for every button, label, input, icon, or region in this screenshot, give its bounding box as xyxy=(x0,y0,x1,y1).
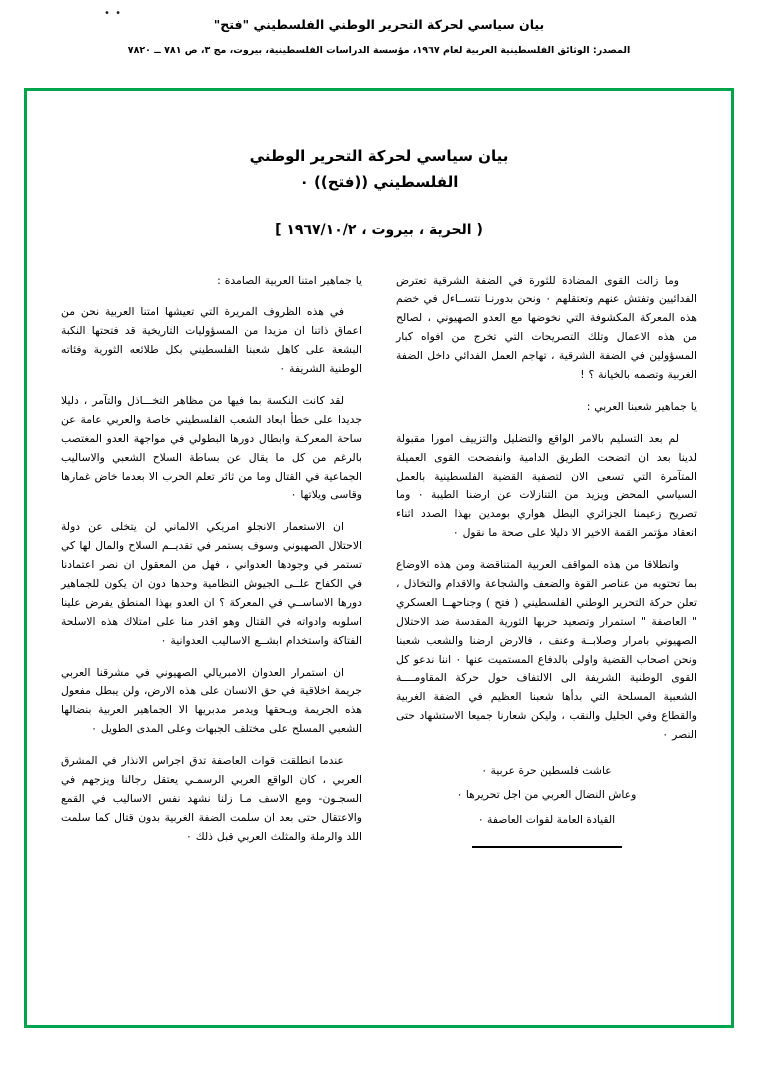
paragraph: وانطلاقا من هذه المواقف العربية المتناقضة ومن هذه الاوضاع بما تحتويه من عناصر القوة والضعف والشجاعة والاقدام والتخاذل ، تعلن حركة التحرير الوطني الفلسطيني ( فتح ) وجناحهــا العسكري " العاصفة " استمرار وتصعيد حربها الثورية المقدسة ضد الاحتلال الصهيوني بامرار وصلابــة وعنف ، فالارض ارضنا والشعب شعبنا ونحن اصحاب القضية واولى بالدفاع المستميت عنها ٠ اننا ندعو كل القوى الوطنية الشريفة الى الالتفاف حول حركة المقاومــــة الشعبية المسلحة التي بدأها شعبنا العظيم في الضفة الغربية والقطاع وفي الجليل والنقب ، وليكن شعارنا جميعا الاستشهاد حتى النصر ٠ xyxy=(396,558,697,742)
page-title: بيان سياسي لحركة التحرير الوطني الفلسطيني "فتح" xyxy=(213,17,545,32)
column-right xyxy=(61,272,362,860)
column-left xyxy=(396,272,697,860)
closing-line: عاشت فلسطين حرة عربية ٠ xyxy=(481,763,612,777)
closing-line: وعاش النضال العربي من اجل تحريرها ٠ xyxy=(456,788,637,802)
paragraph: عندما انطلقت قوات العاصفة تدق اجراس الانذار في المشرق العربي ، كان الواقع العربي الرسمـي يعتقل رجالنا ويزجهم في السجـون- ومع الاسف مـا زلنا نشهد نفس الاساليب في القمع والاعتقال حتى بعد ان سلمت الضفة الغربية بدون قتال كما سلمت اللد والرملة والمثلث العربي قبل ذلك ٠ xyxy=(61,754,362,843)
paragraph: في هذه الظروف المريرة التي تعيشها امتنا العربية نحن من اعماق ذاتنا ان مزيدا من المسؤوليات التاريخية قد فتحتها النكبة البشعة على كاهل شعبنا الفلسطيني بكل طلائعه الثورية وفئاته الوطنية الشريفة ٠ xyxy=(61,305,362,376)
paragraph: لقد كانت النكسة بما فيها من مظاهر التخـــاذل والتآمر ، دليلا جديدا على خطأ ابعاد الشعب الفلسطيني خاصة والعربي عامة عن ساحة المعركـة وابطال دورها البطولي في مواجهة العدو المغتصب بالرغم من كل ما يقال عن بساطة السلاح الشعبي والاساليب الجماعية في القتال وما من ثائر تعلم الحرب الا بعدما خاض غمارها وقاسى ويلاتها ٠ xyxy=(61,393,362,502)
signature-line: القيادة العامة لقوات العاصفة ٠ xyxy=(477,812,616,826)
page-tick-mark: • • xyxy=(104,8,122,19)
paragraph: وما زالت القوى المضادة للثورة في الضفة الشرقية تعترض الفدائيين وتفتش عنهم وتعتقلهم ٠ ونحن بدورنـا نتســاءل في خضم هذه المعركة المكشوفة التي نخوضها مع العدو الصهيوني ، لصالح من هذه الاعمال وتلك التصريحات التي تخرج من افواه كبار المسؤولين في الضفة الشرقية ، تهاجم العمل الفدائي داخل الضفة الغربية وتصمه بالخيانة ؟ ! xyxy=(396,273,697,381)
source-citation: المصدر: الوثائق الفلسطينية العربية لعام ١٩٦٧، مؤسسة الدراسات الفلسطينية، بيروت، مج ٣، ص ٧٨١ ــ ٧٨٢٠ xyxy=(127,44,631,56)
statement-title-line-2: الفلسطيني ((فتح)) ٠ xyxy=(299,173,459,192)
paragraph-salutation: يا جماهير امتنا العربية الصامدة : xyxy=(217,273,362,287)
paragraph: ان استمرار العدوان الامبريالي الصهيوني في مشرقنا العربي جريمة اخلاقية في حق الانسان على هذه الارض، ولن يبطل مفعول هذه الجريمة ويـحقها ويدمر مدبريها الا الجماهير العربية بنضالها الشعبي المسلح على مختلف الجبهات وعلى المدى الطويل ٠ xyxy=(61,665,362,736)
paragraph: ان الاستعمار الانجلو امريكي الالماني لن يتخلى عن دولة الاحتلال الصهيوني وسوف يستمر في تقديــم السلاح والمال لها كي تستمر في وجودها العدواني ، فهل من المعقول ان نصر اعتمادنا في الكفاح علــى الجيوش النظامية وحدها دون ان يكون للجماهير دورها الاساســي في المعركة ؟ ان العدو بهذا المنطق يفرض علينا اسلوبه وادواته في القتال وهو اقدر منا على امتلاك هذه الاسلحة الفتاكة واستخدام ابشــع الاساليب العدوانية ٠ xyxy=(61,520,362,647)
frame-inner xyxy=(27,91,731,1025)
divider xyxy=(472,846,622,848)
closing-block xyxy=(396,761,697,831)
statement-title-line-1: بيان سياسي لحركة التحرير الوطني xyxy=(249,147,509,165)
two-column-body xyxy=(61,272,697,860)
statement-title xyxy=(61,143,697,196)
paragraph: لم بعد التسليم بالامر الواقع والتضليل والتزييف امورا مقبولة لدينا بعد ان اتضحت الطريق الدامية وانفضحت القوى العميلة المتآمرة التي تسعى الان لتصفية القضية الفلسطينية بالعمل السياسي المحض ويزيد من التنازلات عن ارضنا الطيبة ٠ وما تصريح زعيمنا الجزائري البطل هواري بومدين بهذا الصدد اثناء انعقاد مؤتمر القمة الاخير الا دليلا على صحة ما نقول ٠ xyxy=(396,431,697,540)
statement-subtitle: ( الحرية ، بيروت ، ١٩٦٧/١٠/٢ ] xyxy=(275,221,483,238)
paragraph-heading: يا جماهير شعبنا العربي : xyxy=(586,399,697,413)
bordered-content-frame xyxy=(24,88,734,1028)
